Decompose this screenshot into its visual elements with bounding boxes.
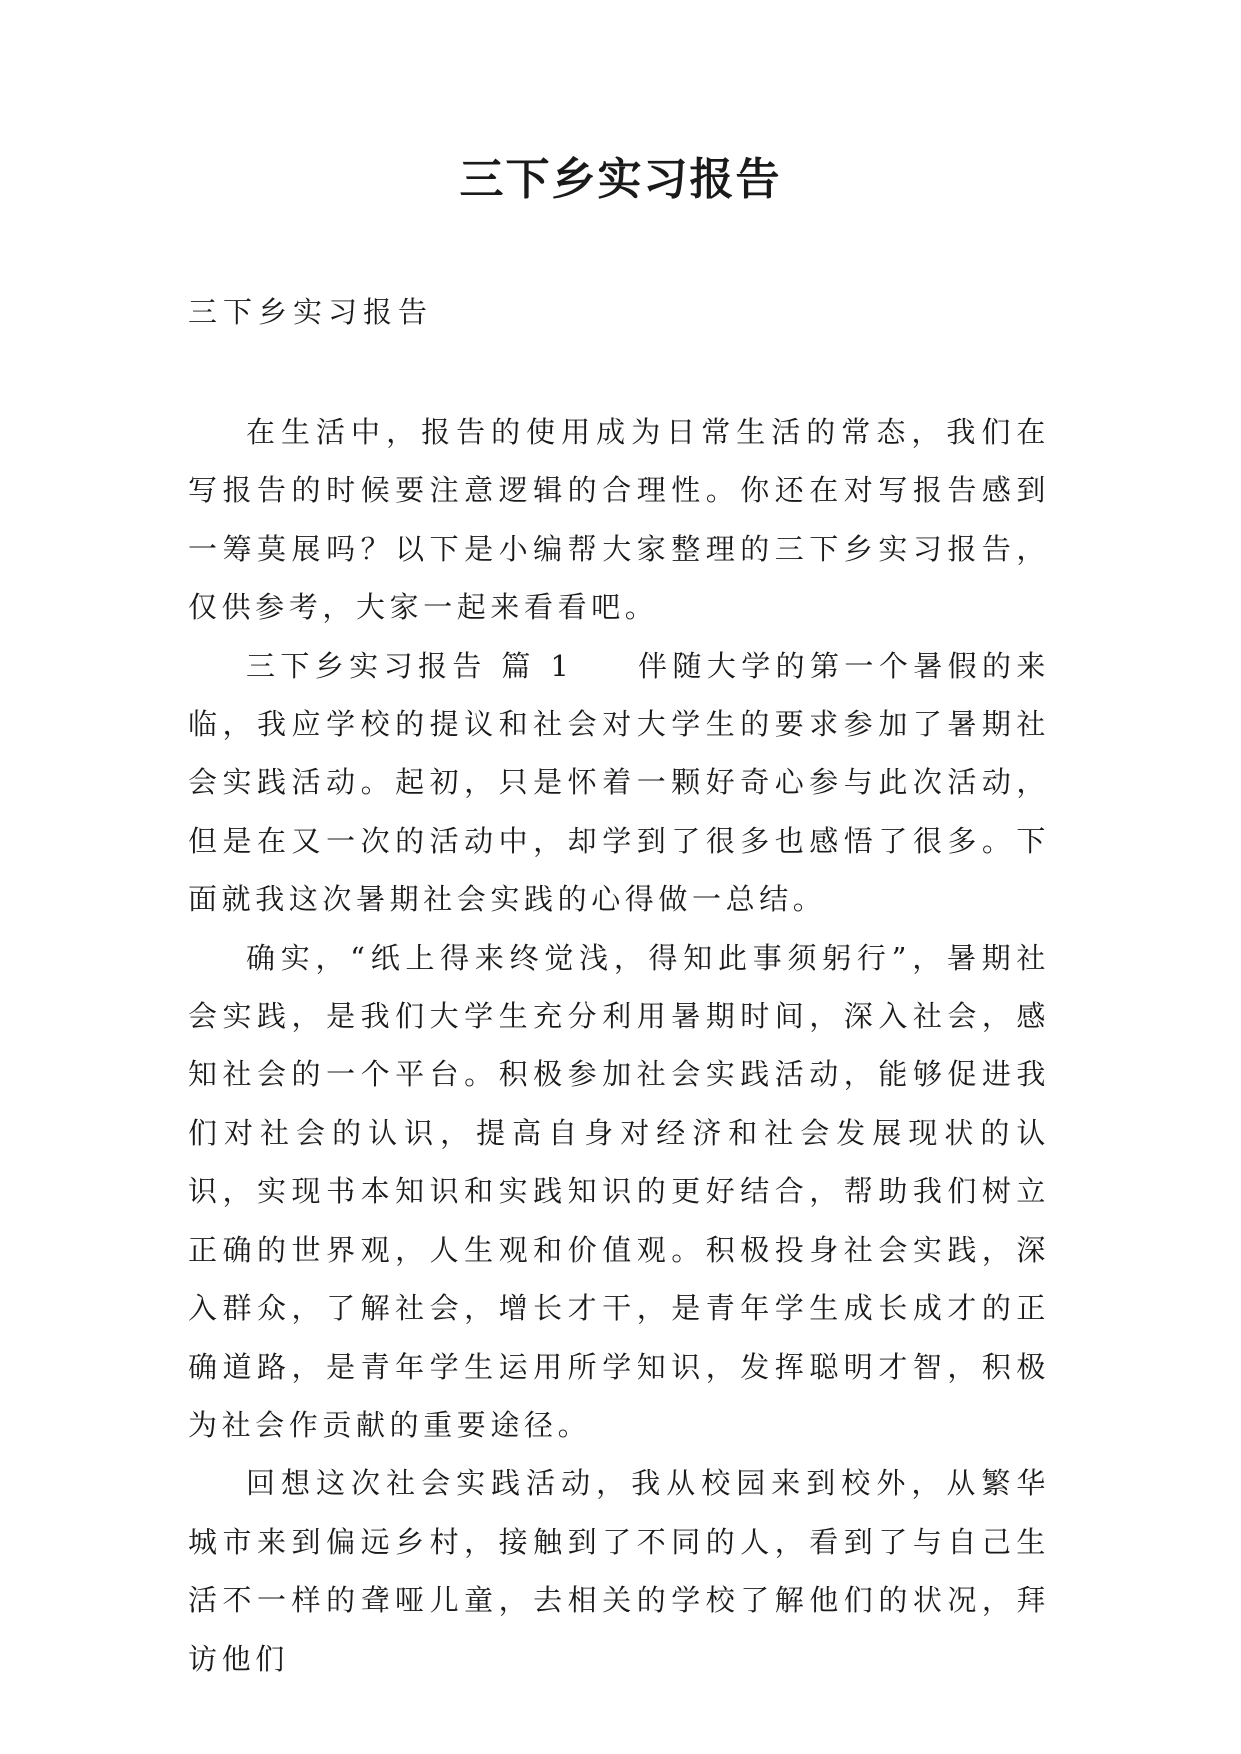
section-1-paragraph (188, 637, 1050, 929)
recollection-paragraph: 回想这次社会实践活动，我从校园来到校外，从繁华城市来到偏远乡村，接触到了不同的人，看到了与自己生活不一样的聋哑儿童，去相关的学校了解他们的状况，拜访他们 (188, 1466, 1050, 1676)
section-1-heading: 三下乡实习报告 篇 1 (246, 648, 574, 683)
intro-paragraph: 在生活中，报告的使用成为日常生活的常态，我们在写报告的时候要注意逻辑的合理性。你还在对写报告感到一筹莫展吗？以下是小编帮大家整理的三下乡实习报告，仅供参考，大家一起来看看吧。 (188, 415, 1050, 625)
document-body (188, 403, 1050, 1688)
document-subtitle: 三下乡实习报告 (188, 295, 434, 329)
document-title: 三下乡实习报告 (459, 154, 782, 205)
section-1-text: 伴随大学的第一个暑假的来临，我应学校的提议和社会对大学生的要求参加了暑期社会实践活动。起初，只是怀着一颗好奇心参与此次活动，但是在又一次的活动中，却学到了很多也感悟了很多。下面就我这次暑期社会实践的心得做一总结。 (188, 648, 1050, 917)
practice-meaning-paragraph: 确实，“纸上得来终觉浅，得知此事须躬行”，暑期社会实践，是我们大学生充分利用暑期时间，深入社会，感知社会的一个平台。积极参加社会实践活动，能够促进我们对社会的认识，提高自身对经济和社会发展现状的认识，实现书本知识和实践知识的更好结合，帮助我们树立正确的世界观，人生观和价值观。积极投身社会实践，深入群众，了解社会，增长才干，是青年学生成长成才的正确道路，是青年学生运用所学知识，发挥聪明才智，积极为社会作贡献的重要途径。 (188, 940, 1050, 1442)
